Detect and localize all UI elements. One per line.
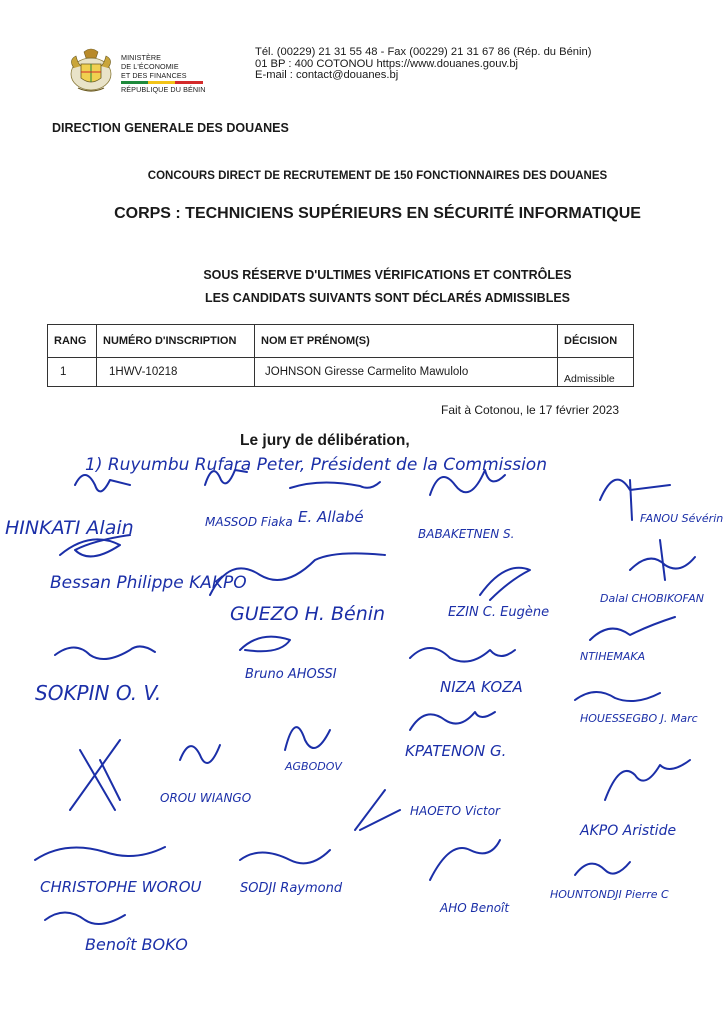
signature-name: CHRISTOPHE WOROU: [40, 878, 202, 896]
signature-scribble: [35, 847, 165, 860]
signature-scribble: [75, 475, 130, 491]
contact-phone: Tél. (00229) 21 31 55 48 - Fax (00229) 21 31 67 86 (Rép. du Bénin): [255, 46, 592, 58]
admissibles-subtitle: LES CANDIDATS SUIVANTS SONT DÉCLARÉS ADMISSIBLES: [204, 291, 571, 305]
contact-email: E-mail : contact@douanes.bj: [255, 69, 399, 81]
signature-name: Dalal CHOBIKOFAN: [600, 592, 704, 605]
signature-name: Bessan Philippe KAKPO: [50, 573, 247, 593]
signature-scribble: [45, 913, 125, 925]
signature-scribble: [355, 790, 400, 830]
signature-name: FANOU Sévérin: [640, 512, 724, 525]
signature-name: AGBODOV: [285, 760, 342, 773]
ministry-line: DE L'ÉCONOMIE: [121, 62, 179, 71]
cell-rang: 1: [48, 358, 97, 387]
contact-address: 01 BP : 400 COTONOU https://www.douanes.gouv.bj: [255, 57, 519, 70]
ministry-line: ET DES FINANCES: [121, 71, 187, 80]
signatures-area: [0, 430, 725, 1024]
signature-name: OROU WIANGO: [160, 791, 252, 805]
signature-name: NIZA KOZA: [440, 678, 523, 696]
republic-label: RÉPUBLIQUE DU BÉNIN: [121, 85, 206, 94]
signature-scribble: [575, 692, 660, 701]
signature-name: KPATENON G.: [405, 742, 507, 760]
table-header-row: [48, 325, 634, 358]
signature-name: HAOETO Victor: [410, 804, 500, 818]
signature-scribble: [630, 540, 695, 580]
place-date: Fait à Cotonou, le 17 février 2023: [441, 403, 620, 417]
signature-scribble: [55, 646, 155, 659]
signature-name: AHO Benoît: [440, 901, 510, 915]
signature-name: SOKPIN O. V.: [35, 681, 162, 705]
cell-nom: JOHNSON Giresse Carmelito Mawulolo: [255, 358, 558, 387]
signature-scribble: [70, 740, 120, 810]
signature-scribble: [285, 727, 330, 750]
signature-scribble: [290, 482, 380, 488]
signature-name: Benoît BOKO: [85, 935, 188, 954]
signature-scribble: [480, 568, 530, 600]
signature-name: SODJI Raymond: [240, 881, 343, 896]
signature-name: BABAKETNEN S.: [418, 527, 515, 541]
signature-name: 1) Ruyumbu Rufara Peter, Président de la Commission: [85, 455, 547, 475]
cell-decision: Admissible: [558, 358, 634, 387]
header-rang: RANG: [48, 325, 97, 358]
ministry-block: [121, 53, 206, 94]
results-table: [47, 324, 634, 387]
jury-heading: Le jury de délibération,: [240, 432, 410, 449]
signature-name: GUEZO H. Bénin: [230, 603, 386, 625]
signature-scribble: [180, 745, 220, 763]
signature-scribble: [240, 637, 290, 652]
direction-title: DIRECTION GENERALE DES DOUANES: [52, 121, 289, 135]
signature-name: EZIN C. Eugène: [448, 605, 550, 620]
signature-name: MASSOD Fiaka: [205, 515, 293, 529]
corps-title: CORPS : TECHNICIENS SUPÉRIEURS EN SÉCURITÉ INFORMATIQUE: [114, 205, 641, 222]
header-decision: DÉCISION: [558, 325, 634, 358]
table-row: [48, 358, 634, 387]
signature-name: Bruno AHOSSI: [245, 667, 337, 682]
signature-scribble: [430, 840, 500, 880]
signature-name: HOUESSEGBO J. Marc: [580, 712, 698, 725]
header-nom: NOM ET PRÉNOM(S): [255, 325, 558, 358]
signature-name: NTIHEMAKA: [580, 650, 646, 663]
reserve-subtitle: SOUS RÉSERVE D'ULTIMES VÉRIFICATIONS ET CONTRÔLES: [203, 268, 572, 282]
concours-title: CONCOURS DIRECT DE RECRUTEMENT DE 150 FONCTIONNAIRES DES DOUANES: [147, 170, 608, 182]
ministry-line: MINISTÈRE: [121, 53, 162, 62]
signature-name: E. Allabé: [298, 508, 364, 526]
header-numero: NUMÉRO D'INSCRIPTION: [97, 325, 255, 358]
contact-block: [255, 47, 591, 82]
signature-scribble: [240, 850, 330, 863]
flag-divider: [121, 81, 203, 84]
cell-numero: 1HWV-10218: [97, 358, 255, 387]
signature-scribble: [605, 760, 690, 800]
signature-name: AKPO Aristide: [580, 823, 677, 839]
signature-scribble: [410, 712, 495, 730]
signature-scribble: [590, 617, 675, 640]
signature-name: HINKATI Alain: [5, 517, 134, 539]
signature-scribble: [410, 648, 515, 662]
signature-name: HOUNTONDJI Pierre C: [550, 888, 669, 901]
coat-of-arms-icon: [66, 44, 116, 96]
signature-scribble: [575, 862, 630, 875]
